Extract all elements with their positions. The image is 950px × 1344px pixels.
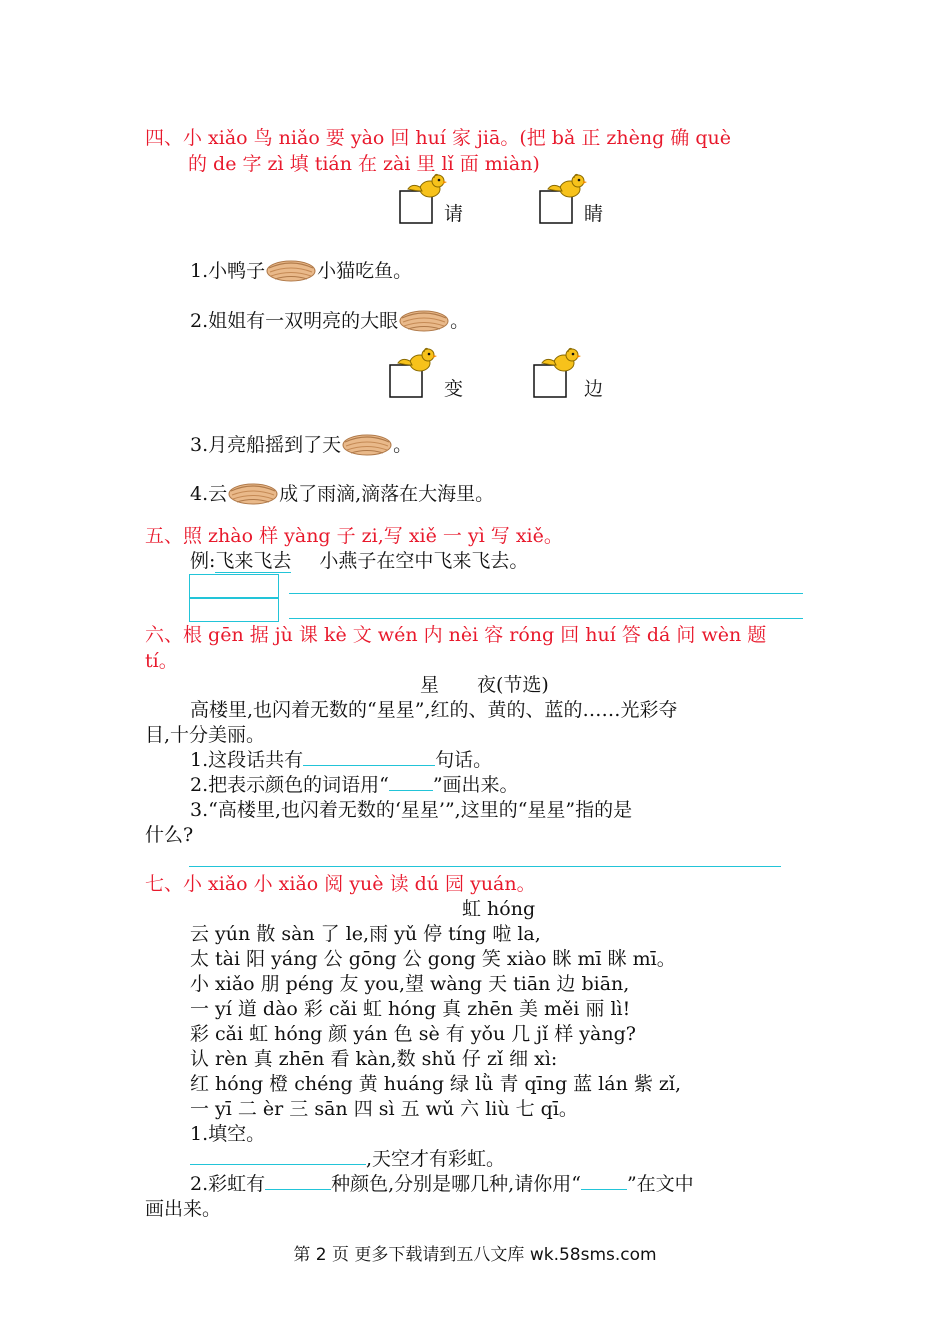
s7-q1-blank[interactable] [190, 1146, 366, 1165]
section4-title-line1: 四、小 xiǎo 鸟 niǎo 要 yào 回 huí 家 jiā。(把 bǎ 正 zhèng 确 què [145, 127, 731, 149]
s6-question-3-line2: 什么? [145, 824, 194, 846]
poem-line: 小 xiǎo 朋 péng 友 you,望 wàng 天 tiān 边 biān, [190, 973, 630, 995]
nest-icon[interactable] [265, 256, 317, 282]
bird-box-icon[interactable] [532, 347, 582, 399]
s7-q1-after: ,天空才有彩虹。 [366, 1148, 506, 1170]
s6-q2-after: ”画出来。 [432, 774, 519, 796]
s6-q1-after: 句话。 [435, 749, 493, 771]
s7-q2-mid: 种颜色,分别是哪几种,请你用“ [331, 1173, 581, 1195]
s4-q2-before: 2.姐姐有一双明亮的大眼 [190, 310, 399, 332]
s6-q2-blank[interactable] [389, 772, 433, 791]
s7-q2-blank-2[interactable] [581, 1171, 627, 1190]
s7-question-2 [190, 1171, 694, 1197]
section6-title-line1: 六、根 gēn 据 jù 课 kè 文 wén 内 nèi 容 róng 回 huí 答 dá 问 wèn 题 [145, 624, 767, 646]
s4-question-4 [190, 481, 494, 508]
answer-line-2[interactable] [289, 618, 803, 619]
s6-q1-blank[interactable] [303, 747, 435, 766]
poem-line: 认 rèn 真 zhēn 看 kàn,数 shǔ 仔 zǐ 细 xì: [190, 1048, 558, 1070]
s4-q2-after: 。 [450, 310, 470, 332]
bird-box-icon[interactable] [538, 173, 588, 225]
bird-box-icon[interactable] [388, 347, 438, 399]
s4-q3-after: 。 [393, 434, 413, 456]
s5-example [190, 548, 528, 574]
s7-question-1 [190, 1146, 505, 1172]
s7-question-2-line2: 画出来。 [145, 1198, 222, 1220]
bird-char-2: 睛 [584, 203, 604, 225]
poem-line: 一 yí 道 dào 彩 cǎi 虹 hóng 真 zhēn 美 měi 丽 lì! [190, 998, 631, 1020]
s4-question-1 [190, 258, 412, 285]
answer-box-1[interactable] [189, 574, 279, 598]
s7-q1-label: 1.填空。 [190, 1123, 266, 1145]
s4-q1-before: 1.小鸭子 [190, 260, 266, 282]
s7-q2-before: 2.彩虹有 [190, 1173, 266, 1195]
poem-line: 一 yī 二 èr 三 sān 四 sì 五 wǔ 六 liù 七 qī。 [190, 1098, 578, 1120]
s7-poem-title: 虹 hóng [462, 898, 536, 920]
s4-q4-after: 成了雨滴,滴落在大海里。 [279, 483, 495, 505]
s6-answer-line[interactable] [189, 866, 781, 867]
bird-box-icon[interactable] [398, 173, 448, 225]
s5-example-sentence: 小燕子在空中飞来飞去。 [319, 550, 529, 572]
s6-question-3-line1: 3.“高楼里,也闪着无数的‘星星’”,这里的“星星”指的是 [190, 799, 633, 821]
poem-line: 太 tài 阳 yáng 公 gōng 公 gong 笑 xiào 眯 mī 眯 mī。 [190, 948, 676, 970]
s6-passage-line2: 目,十分美丽。 [145, 724, 266, 746]
answer-line-1[interactable] [289, 593, 803, 594]
section4-title-line2: 的 de 字 zì 填 tián 在 zài 里 lǐ 面 miàn) [188, 153, 540, 175]
section5-title: 五、照 zhào 样 yàng 子 zi,写 xiě 一 yì 写 xiě。 [145, 525, 563, 547]
poem-line: 云 yún 散 sàn 了 le,雨 yǔ 停 tíng 啦 la, [190, 923, 541, 945]
s4-question-3 [190, 432, 412, 459]
s4-q1-after: 小猫吃鱼。 [317, 260, 413, 282]
poem-line: 红 hóng 橙 chéng 黄 huáng 绿 lǜ 青 qīng 蓝 lán 紫 zǐ, [190, 1073, 682, 1095]
s4-question-2 [190, 308, 469, 335]
s5-example-label: 例: [190, 550, 216, 572]
section6-title-line2: tí。 [145, 650, 178, 672]
nest-icon[interactable] [341, 430, 393, 456]
s4-q4-before: 4.云 [190, 483, 228, 505]
s6-question-2 [190, 772, 519, 798]
page-footer: 第 2 页 更多下载请到五八文库 wk.58sms.com [293, 1245, 657, 1265]
poem-line: 彩 cǎi 虹 hóng 颜 yán 色 sè 有 yǒu 几 jǐ 样 yàng? [190, 1023, 636, 1045]
s4-q3-before: 3.月亮船摇到了天 [190, 434, 342, 456]
s6-question-1 [190, 747, 492, 773]
s5-example-word: 飞来飞去 [215, 550, 292, 572]
s6-passage-title: 星 夜(节选) [420, 674, 549, 696]
s6-passage-line1: 高楼里,也闪着无数的“星星”,红的、黄的、蓝的……光彩夺 [190, 699, 678, 721]
nest-icon[interactable] [398, 306, 450, 332]
answer-box-2[interactable] [189, 598, 279, 622]
s6-q2-before: 2.把表示颜色的词语用“ [190, 774, 389, 796]
section7-title: 七、小 xiǎo 小 xiǎo 阅 yuè 读 dú 园 yuán。 [145, 873, 536, 895]
nest-icon[interactable] [227, 479, 279, 505]
s7-q2-after: ”在文中 [626, 1173, 694, 1195]
bird-char-4: 边 [584, 378, 604, 400]
bird-char-3: 变 [444, 378, 464, 400]
bird-char-1: 请 [444, 203, 464, 225]
s7-q2-blank[interactable] [265, 1171, 331, 1190]
s6-q1-before: 1.这段话共有 [190, 749, 304, 771]
